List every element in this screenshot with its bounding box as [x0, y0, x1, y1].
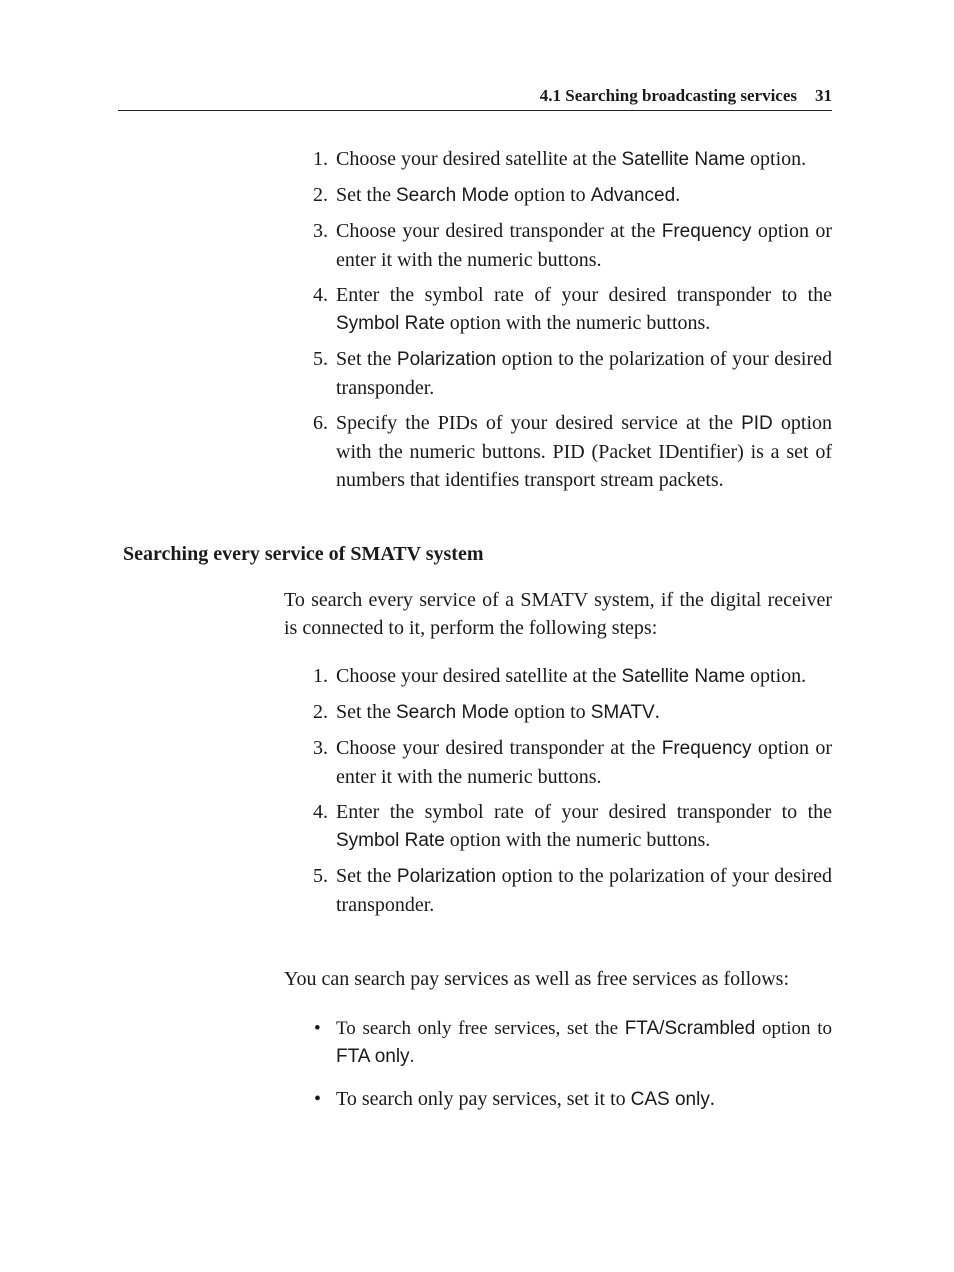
section-heading: Searching every service of SMATV system: [123, 543, 484, 565]
list-item: 2. Set the Search Mode option to SMATV.: [313, 701, 660, 723]
list-item: 3. Choose your desired transponder at the Frequency option or enter it with the numeric buttons.: [313, 220, 832, 271]
pay-services-paragraph: You can search pay services as well as free services as follows:: [284, 968, 790, 990]
list-item: 1. Choose your desired satellite at the Satellite Name option.: [313, 148, 807, 170]
list-item: 2. Set the Search Mode option to Advanced.: [313, 184, 681, 206]
list-item: 6. Specify the PIDs of your desired service at the PID option with the numeric buttons. PID (Packet IDentifier) is a set of numbers that identifies transport stream packets.: [313, 412, 833, 491]
intro-paragraph: To search every service of a SMATV system, if the digital receiver is connected to it, perform the following steps:: [284, 589, 832, 639]
list-item: 4. Enter the symbol rate of your desired transponder to the Symbol Rate option with the numeric buttons.: [313, 284, 832, 334]
bullet-icon: •: [314, 1018, 321, 1039]
bullet-icon: •: [314, 1088, 322, 1110]
list-item: 3. Choose your desired transponder at the Frequency option or enter it with the numeric buttons.: [313, 737, 832, 788]
page-number: 31: [815, 86, 832, 105]
list-item: 4. Enter the symbol rate of your desired transponder to the Symbol Rate option with the numeric buttons.: [313, 801, 832, 851]
list-item: 5. Set the Polarization option to the polarization of your desired transponder.: [313, 348, 832, 399]
list-item: 1. Choose your desired satellite at the Satellite Name option.: [313, 665, 807, 687]
smatv-search-steps: [313, 662, 832, 926]
bullet-item: • To search only pay services, set it to CAS only.: [336, 1085, 832, 1114]
pay-services-bullets: [314, 1015, 832, 1128]
running-header: [118, 86, 832, 111]
bullet-item: • To search only free services, set the FTA/Scrambled option to FTA only.: [336, 1015, 832, 1071]
advanced-search-steps: [313, 145, 833, 501]
list-item: 5. Set the Polarization option to the polarization of your desired transponder.: [313, 865, 832, 916]
header-section-title: 4.1 Searching broadcasting services: [539, 86, 797, 105]
